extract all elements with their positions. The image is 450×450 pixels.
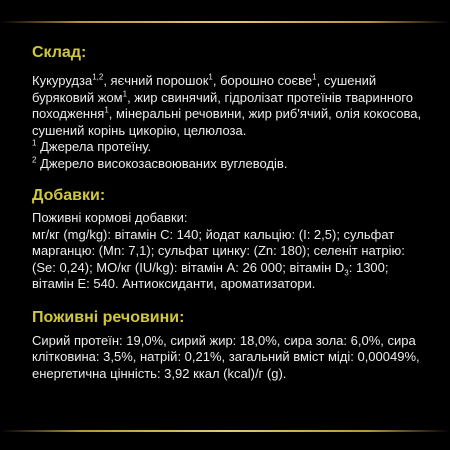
bottom-gold-divider: [0, 430, 450, 432]
footnote-2-text: Джерело високозасвоюваних вуглеводів.: [40, 155, 288, 171]
nutrients-heading: Поживні речовини:: [32, 308, 185, 326]
ingredient-sup: 1: [122, 89, 128, 99]
composition-heading: Склад:: [32, 44, 87, 61]
footnote-1-mark: 1: [32, 138, 37, 148]
product-info: [32, 43, 432, 382]
nutrients-text: Сирий протеїн: 19,0%, сирий жир: 18,0%, сира зола: 6,0%, сира клітковина: 3,5%, натрій: 0,21%, загальний вміст міді: 0,00049%, енергетична цінність: 3,92 ккал (kcal)/г (g).: [32, 332, 420, 381]
ingredient-sup: 1: [312, 72, 317, 82]
additives-heading: Добавки:: [32, 187, 106, 204]
ingredient-sup: 1: [104, 105, 109, 115]
top-gold-divider: [0, 21, 450, 23]
footnote-1: [32, 139, 432, 156]
additives-text-a: мг/кг (mg/kg): вітамін C: 140; йодат кальцію: (I: 2,5); сульфат марганцю: (Mn: 7,1); сульфат цинку: (Zn: 180); селеніт натрію: (Se: 0,24); МО/кг (IU/kg): вітамін A: 26 000; вітамін D: [32, 226, 405, 275]
additives-intro: Поживні кормові добавки:: [32, 210, 188, 225]
ingredient-text: Кукурудза: [32, 73, 93, 88]
footnote-1-text: Джерела протеїну.: [40, 139, 152, 154]
ingredient-sup: 1,2: [92, 72, 104, 82]
ingredient-text: , борошно соєве: [212, 73, 313, 88]
ingredient-text: , мінеральні речовини, жир риб'ячий, олія кокосова, сушений корінь цикорію, целюлоза.: [32, 106, 422, 138]
ingredient-text: , яєчний порошок: [103, 73, 209, 88]
additives-list: [32, 227, 432, 293]
vitamin-d-subscript: 3: [344, 268, 349, 278]
additives-text-b: : 1300; вітамін E: 540. Антиоксиданти, ароматизатори.: [32, 259, 389, 291]
composition-ingredients: [32, 73, 432, 139]
footnote-2-mark: 2: [32, 155, 37, 165]
footnote-2: [32, 156, 432, 173]
ingredient-text: , сушений буряковий жом: [32, 73, 377, 105]
ingredient-sup: 1: [208, 72, 213, 82]
ingredient-text: , жир свинячий, гідролізат протеїнів тваринного походження: [32, 89, 413, 121]
